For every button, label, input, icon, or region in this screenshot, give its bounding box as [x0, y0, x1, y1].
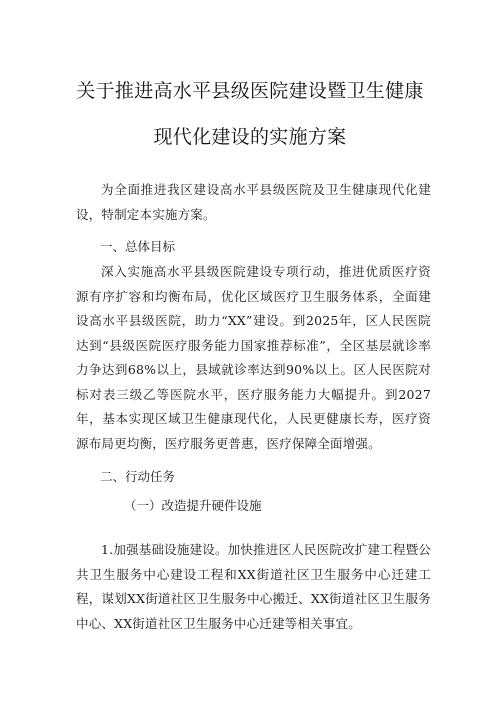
intro-paragraph: 为全面推进我区建设高水平县级医院及卫生健康现代化建设，特制定本实施方案。	[76, 182, 431, 222]
document-title-line-2: 现代化建设的实施方案	[153, 126, 347, 148]
overall-goals-paragraph: 深入实施高水平县级医院建设专项行动，推进优质医疗资源有序扩容和均衡布局，优化区域医疗卫生服务体系，全面建设高水平县级医院，助力“XX”建设。到2025年，区人民医院达到“县级医院医疗服务能力国家推荐标准”，全区基层就诊率力争达到68%以上，县域就诊率达到90%以上。区人民医院对标对表三级乙等医院水平，医疗服务能力大幅提升。到2027年，基本实现区域卫生健康现代化，人民更健康长寿，医疗资源布局更均衡，医疗服务更普惠，医疗保障全面增强。	[76, 264, 431, 451]
section-heading-overall-goals: 一、总体目标	[100, 239, 176, 254]
section-heading-action-tasks: 二、行动任务	[100, 469, 176, 484]
task-1-paragraph: 1.加强基础设施建设。加快推进区人民医院改扩建工程暨公共卫生服务中心建设工程和XX街道社区卫生服务中心迁建工程，谋划XX街道社区卫生服务中心搬迁、XX街道社区卫生服务中心、XX街道社区卫生服务中心迁建等相关事宜。	[76, 542, 431, 631]
document-title-line-1: 关于推进高水平县级医院建设暨卫生健康	[76, 80, 424, 102]
subsection-heading-hardware: （一）改造提升硬件设施	[124, 498, 262, 513]
